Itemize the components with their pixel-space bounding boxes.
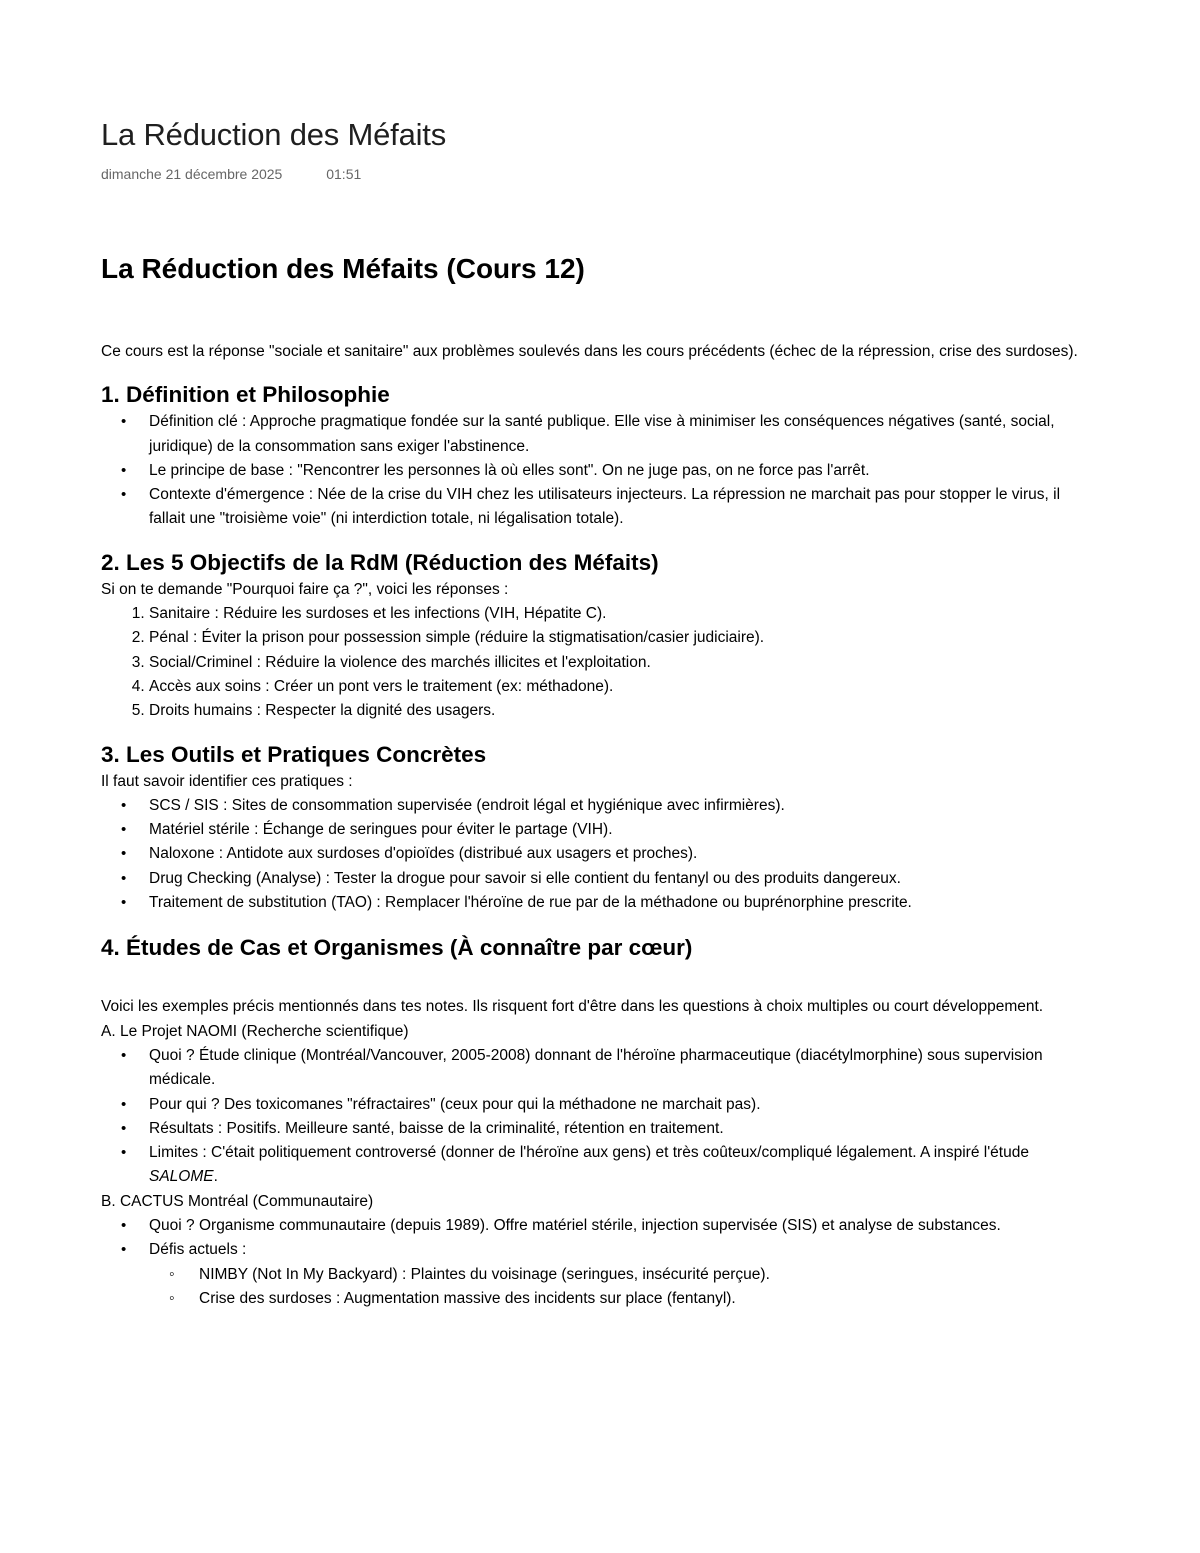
page-meta [101, 166, 361, 182]
section-3-list [101, 794, 1091, 915]
salome-end: . [213, 1168, 218, 1186]
sub-list-item: ◦ NIMBY (Not In My Backyard) : Plaintes du voisinage (seringues, insécurité perçue). [199, 1263, 1091, 1287]
section-3-heading: 3. Les Outils et Pratiques Concrètes [101, 741, 487, 767]
list-item: • Drug Checking (Analyse) : Tester la drogue pour savoir si elle contient du fentanyl ou des produits dangereux. [149, 867, 1091, 891]
list-item: • Définition clé : Approche pragmatique fondée sur la santé publique. Elle vise à minimiser les conséquences négatives (santé, social, juridique) de la consommation sans exiger l'abstinence. [149, 410, 1091, 459]
list-item: • Quoi ? Organisme communautaire (depuis 1989). Offre matériel stérile, injection supervisée (SIS) et analyse de substances. [149, 1214, 1091, 1238]
case-b-list [101, 1214, 1091, 1311]
list-item: • Matériel stérile : Échange de seringues pour éviter le partage (VIH). [149, 818, 1091, 842]
list-item: 1. Sanitaire : Réduire les surdoses et les infections (VIH, Hépatite C). [149, 602, 1091, 626]
sub-list-item: ◦ Crise des surdoses : Augmentation massive des incidents sur place (fentanyl). [199, 1287, 1091, 1311]
list-item: • SCS / SIS : Sites de consommation supervisée (endroit légal et hygiénique avec infirmières). [149, 794, 1091, 818]
list-item: • Résultats : Positifs. Meilleure santé, baisse de la criminalité, rétention en traitement. [149, 1117, 1091, 1141]
list-item [149, 1238, 1091, 1311]
list-item: 2. Pénal : Éviter la prison pour possession simple (réduire la stigmatisation/casier judiciaire). [149, 626, 1091, 650]
list-item: 4. Accès aux soins : Créer un pont vers le traitement (ex: méthadone). [149, 675, 1091, 699]
page-title[interactable]: La Réduction des Méfaits [101, 117, 447, 152]
intro-paragraph: Ce cours est la réponse "sociale et sanitaire" aux problèmes soulevés dans les cours précédents (échec de la répression, crise des surdoses). [101, 343, 1078, 360]
section-2-heading: 2. Les 5 Objectifs de la RdM (Réduction des Méfaits) [101, 549, 659, 575]
list-item: • Traitement de substitution (TAO) : Remplacer l'héroïne de rue par de la méthadone ou buprénorphine prescrite. [149, 891, 1091, 915]
note-content[interactable] [101, 250, 1091, 1311]
list-item: 3. Social/Criminel : Réduire la violence des marchés illicites et l'exploitation. [149, 651, 1091, 675]
list-item: • Quoi ? Étude clinique (Montréal/Vancouver, 2005-2008) donnant de l'héroïne pharmaceutique (diacétylmorphine) sous supervision médicale. [149, 1044, 1091, 1093]
section-1-list [101, 410, 1091, 531]
section-4-heading: 4. Études de Cas et Organismes (À connaître par cœur) [101, 935, 693, 961]
list-item: 5. Droits humains : Respecter la dignité des usagers. [149, 699, 1091, 723]
section-2-list [101, 602, 1091, 723]
section-4-lead: Voici les exemples précis mentionnés dans tes notes. Ils risquent fort d'être dans les questions à choix multiples ou court développement. [101, 998, 1044, 1016]
list-item: • Pour qui ? Des toxicomanes "réfractaires" (ceux pour qui la méthadone ne marchait pas). [149, 1093, 1091, 1117]
case-a-heading: A. Le Projet NAOMI (Recherche scientifique) [101, 1022, 409, 1040]
section-3-lead: Il faut savoir identifier ces pratiques : [101, 772, 353, 790]
main-heading: La Réduction des Méfaits (Cours 12) [101, 253, 585, 284]
list-item: • Le principe de base : "Rencontrer les personnes là où elles sont". On ne juge pas, on ne force pas l'arrêt. [149, 459, 1091, 483]
page-date: dimanche 21 décembre 2025 [101, 166, 283, 182]
section-1-heading: 1. Définition et Philosophie [101, 382, 390, 408]
case-a-list [101, 1044, 1091, 1190]
list-item: • Naloxone : Antidote aux surdoses d'opioïdes (distribué aux usagers et proches). [149, 842, 1091, 866]
salome-term: SALOME [149, 1168, 214, 1186]
challenges-sublist [149, 1263, 1091, 1312]
list-item [149, 1141, 1091, 1190]
page-time: 01:51 [326, 166, 362, 182]
challenges-label: Défis actuels : [149, 1241, 247, 1259]
list-item: • Contexte d'émergence : Née de la crise du VIH chez les utilisateurs injecteurs. La répression ne marchait pas pour stopper le virus, il fallait une "troisième voie" (ni interdiction totale, ni légalisation totale). [149, 483, 1091, 532]
limits-text: Limites : C'était politiquement controversé (donner de l'héroïne aux gens) et très coûteux/compliqué légalement. A inspiré l'étude [149, 1144, 1029, 1162]
section-2-lead: Si on te demande "Pourquoi faire ça ?", voici les réponses : [101, 580, 509, 598]
case-b-heading: B. CACTUS Montréal (Communautaire) [101, 1192, 374, 1210]
